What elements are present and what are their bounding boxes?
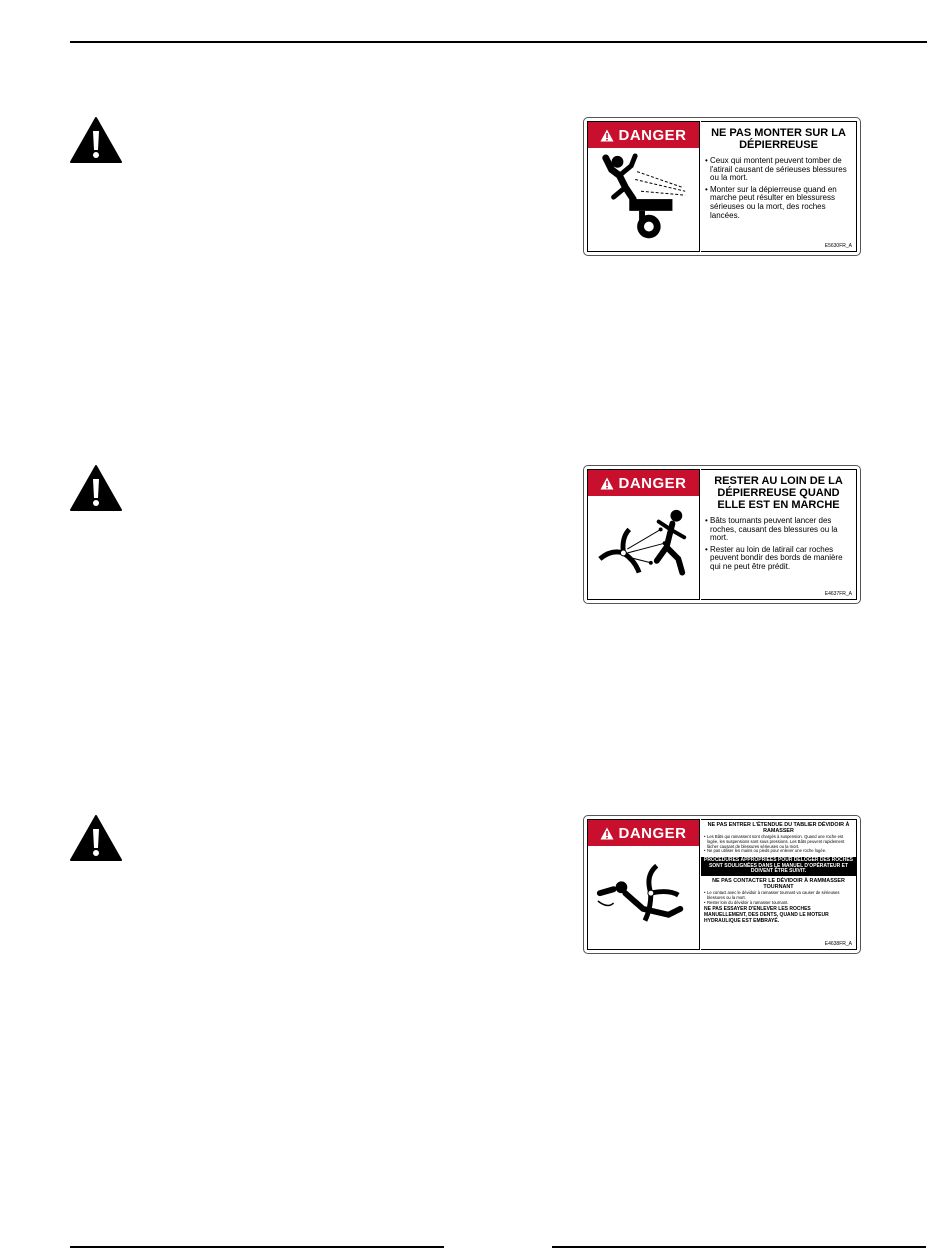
decal-heading: NE PAS CONTACTER LE DÉVIDOIR À RAMMASSER TOURNANT	[712, 877, 845, 890]
decal-bullet: • Le contact avec le dévidoir à ramasser tournant va causer de sérieuses blessures ou la mort.	[704, 891, 853, 901]
decal-text-panel	[701, 121, 857, 252]
signal-word: DANGER	[618, 126, 687, 144]
rotating-reel-entanglement-icon	[592, 850, 695, 948]
person-falling-from-machine-icon	[592, 152, 695, 250]
decal-heading: RESTER AU LOIN DE LA DÉPIERREUSE QUAND ELLE EST EN MARCHE	[714, 475, 843, 511]
warning-triangle-icon	[70, 117, 122, 163]
decal-pictogram-panel	[587, 469, 700, 600]
decal-bullet: • Monter sur la dépierreuse quand en marche peut résulter en blessuress sérieuses ou la mort, des roches lancées.	[705, 186, 852, 220]
alert-triangle-icon	[600, 129, 614, 142]
danger-decal-no-riding	[583, 117, 861, 256]
decal-code: E5630FR_A	[824, 243, 852, 249]
decal-pictogram-panel	[587, 819, 700, 950]
decal-bullets	[704, 891, 853, 905]
decal-bullet: • Ceux qui montent peuvent tomber de l'atirail causant de sérieuses blessures ou la mort.	[705, 157, 852, 183]
warning-triangle-icon	[70, 815, 122, 861]
alert-triangle-icon	[600, 477, 614, 490]
decal-bullets	[704, 835, 853, 854]
danger-header	[588, 122, 699, 148]
decal-bullet: • Rester au loin de latirail car roches peuvent bondir des bords de manière qui ne peut être prédit.	[705, 546, 852, 572]
decal-footer-warning: NE PAS ESSAYER D'ENLEVER LES ROCHES MANUELLEMENT, DES DENTS, QUAND LE MOTEUR HYDRAULIQUE EST EMBRAYÉ.	[704, 906, 829, 924]
decal-heading: NE PAS ENTRER L'ÉTENDUE DU TABLIER DÉVIDOIR À RAMASSER	[707, 822, 850, 834]
decal-text-panel	[701, 469, 857, 600]
footer-rule-right	[552, 1246, 926, 1248]
warning-triangle-icon	[70, 465, 122, 511]
danger-decal-reel	[583, 815, 861, 954]
header-rule	[70, 41, 927, 43]
decal-bullets	[705, 517, 852, 572]
danger-decal-stay-away	[583, 465, 861, 604]
decal-bullets	[705, 157, 852, 220]
signal-word: DANGER	[618, 474, 687, 492]
decal-bullet: • Les Bâts qui ramassent sont chargés à suspension. Quand une roche est logée, les suspensions sont sous pressions. Les Bâts peuvent rapidement lâcher causant de blessures sérieuses ou la mort.	[704, 835, 853, 849]
footer-rule-left	[70, 1246, 444, 1248]
danger-header	[588, 820, 699, 846]
decal-code: E4638FR_A	[824, 941, 852, 947]
decal-code: E4637FR_A	[824, 591, 852, 597]
decal-bullet: • Rester loin du dévidoir à ramasser tournant.	[704, 901, 853, 906]
danger-header	[588, 470, 699, 496]
thrown-rocks-hazard-icon	[592, 500, 695, 598]
signal-word: DANGER	[618, 824, 687, 842]
decal-bullet: • Ne pas utiliser les mains ou pieds pour enlever une roche logée.	[704, 849, 853, 854]
decal-pictogram-panel	[587, 121, 700, 252]
decal-bullet: • Bâts tournants peuvent lancer des roches, causant des blessures ou la mort.	[705, 517, 852, 543]
decal-text-panel	[701, 819, 857, 950]
alert-triangle-icon	[600, 827, 614, 840]
procedure-band: PROCÉDURES APPROPRIÉES POUR DÉLOGER DES ROCHES SONT SOULIGNÉES DANS LE MANUEL D'OPÉRATEUR ET DOIVENT ÊTRE SUIVIT.	[701, 857, 856, 876]
decal-heading: NE PAS MONTER SUR LA DÉPIERREUSE	[711, 127, 846, 151]
